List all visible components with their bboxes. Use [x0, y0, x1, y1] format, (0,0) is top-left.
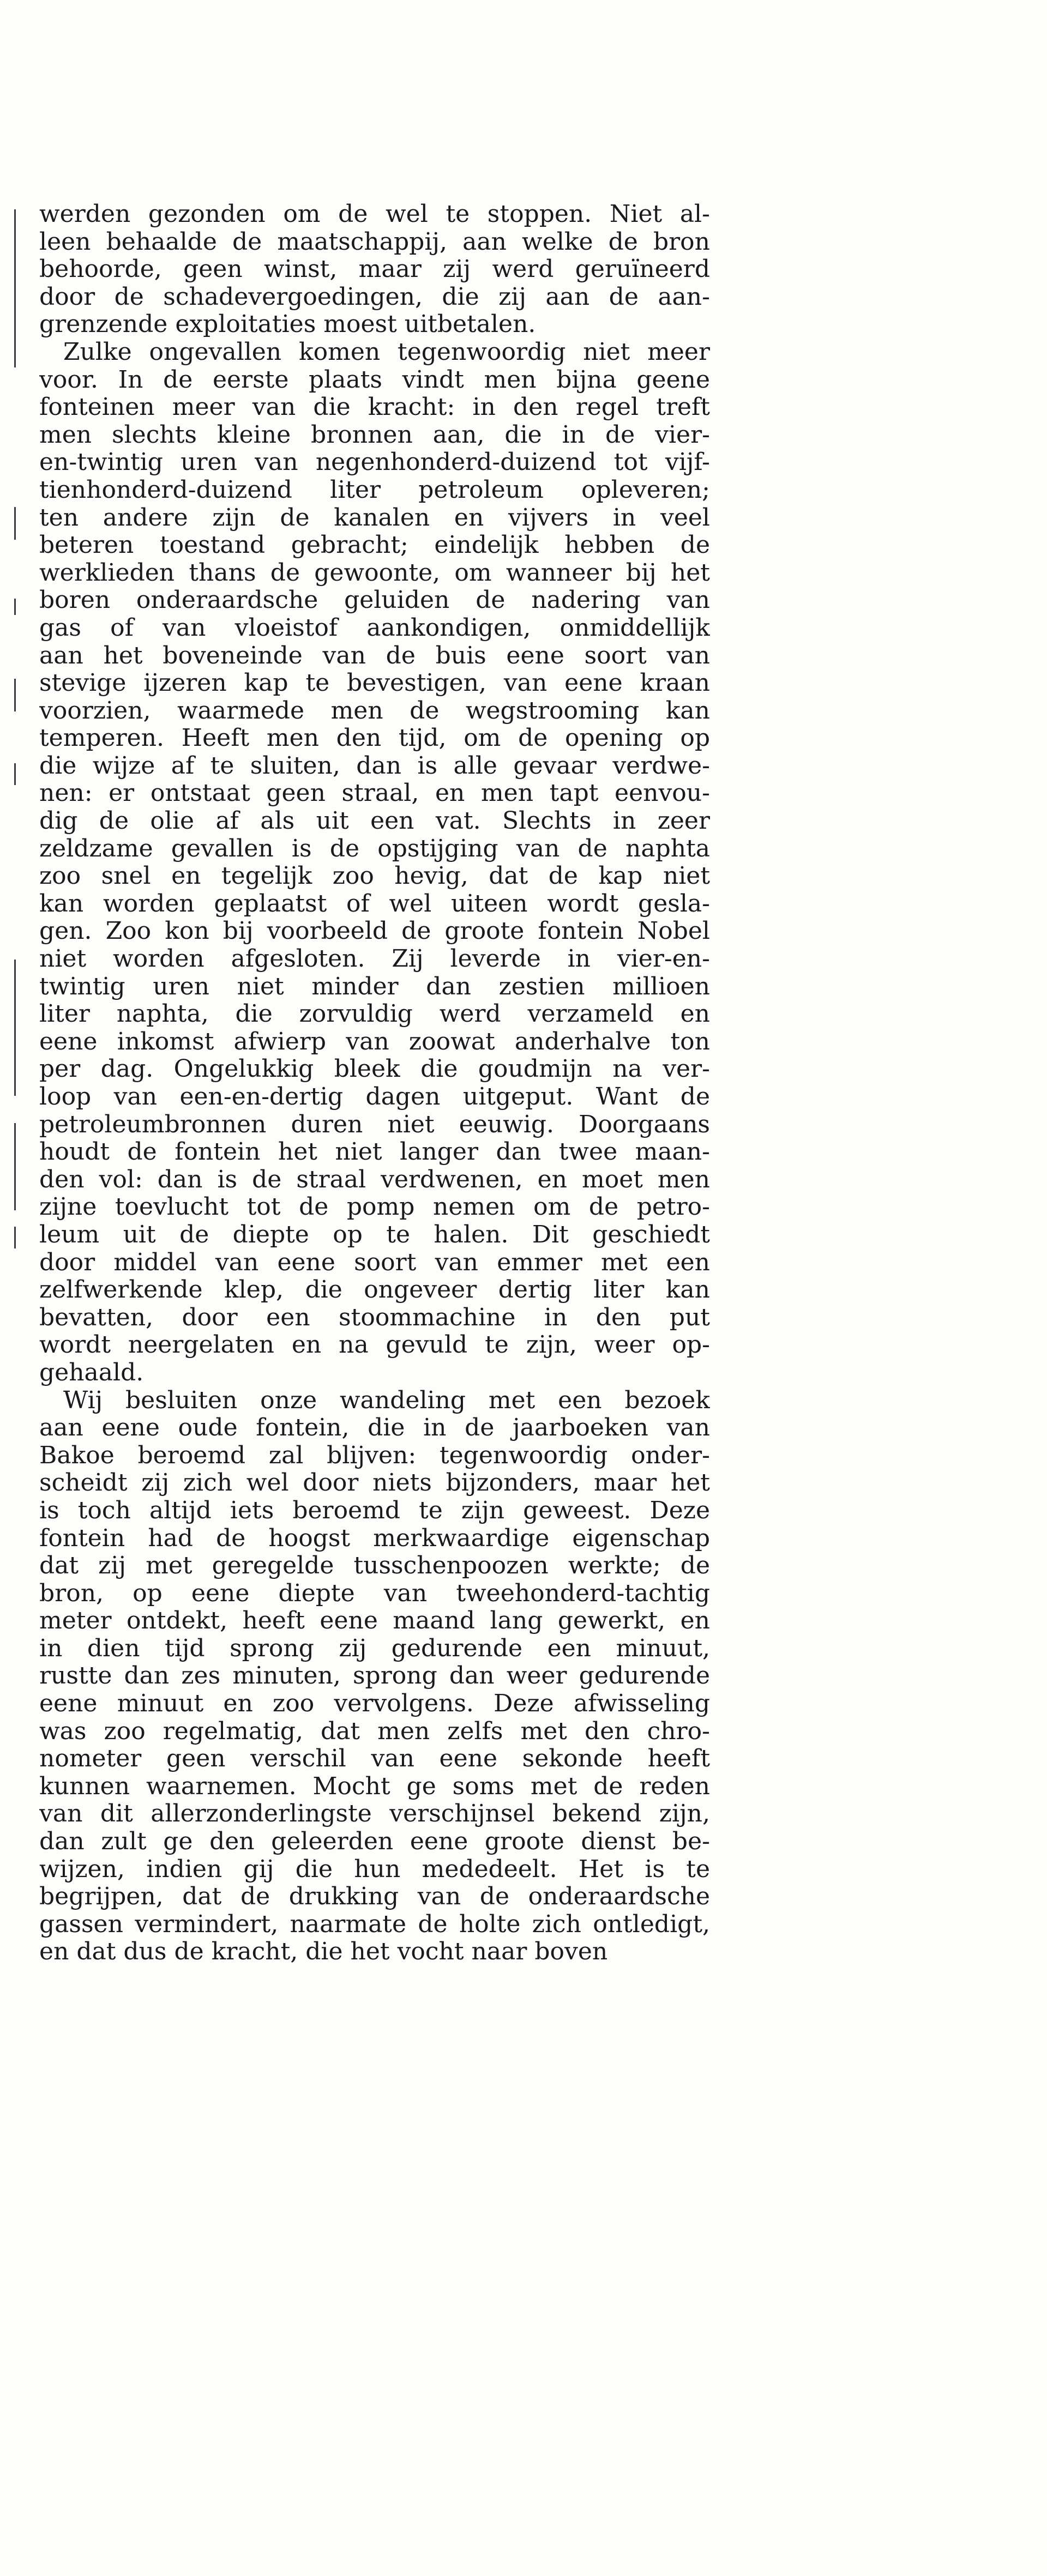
text-line: gen. Zoo kon bij voorbeeld de groote fontein Nobel	[39, 918, 710, 945]
margin-mark	[14, 763, 16, 785]
text-line: voorzien, waarmede men de wegstrooming kan	[39, 697, 710, 725]
text-line: behoorde, geen winst, maar zij werd geruïneerd	[39, 256, 710, 283]
text-line: gassen vermindert, naarmate de holte zich ontledigt,	[39, 1910, 710, 1938]
text-line: nen: er ontstaat geen straal, en men tapt eenvou-	[39, 780, 710, 807]
text-line: begrijpen, dat de drukking van de onderaardsche	[39, 1883, 710, 1911]
text-line: beteren toestand gebracht; eindelijk hebben de	[39, 532, 710, 559]
text-line: werklieden thans de gewoonte, om wanneer bij het	[39, 559, 710, 587]
text-line: ten andere zijn de kanalen en vijvers in veel	[39, 504, 710, 532]
text-line: scheidt zij zich wel door niets bijzonders, maar het	[39, 1469, 710, 1497]
text-line: petroleumbronnen duren niet eeuwig. Doorgaans	[39, 1111, 710, 1138]
text-line: men slechts kleine bronnen aan, die in de vier-	[39, 421, 710, 449]
text-line: Wij besluiten onze wandeling met een bezoek	[63, 1386, 710, 1414]
text-line: is toch altijd iets beroemd te zijn geweest. Deze	[39, 1497, 710, 1524]
margin-mark	[14, 1227, 16, 1248]
text-line: houdt de fontein het niet langer dan twee maan-	[39, 1138, 710, 1166]
text-line: was zoo regelmatig, dat men zelfs met den chro-	[39, 1717, 710, 1745]
text-line: liter naphta, die zorvuldig werd verzameld en	[39, 1000, 710, 1028]
paragraph	[39, 339, 710, 1387]
text-line: eene minuut en zoo vervolgens. Deze afwisseling	[39, 1690, 710, 1718]
margin-mark	[14, 960, 16, 1096]
text-line: kan worden geplaatst of wel uiteen wordt gesla-	[39, 890, 710, 918]
text-line: gehaald.	[39, 1359, 144, 1386]
paragraph	[39, 1387, 710, 1966]
text-line: meter ontdekt, heeft eene maand lang gewerkt, en	[39, 1607, 710, 1635]
paragraph	[39, 201, 710, 339]
text-line: per dag. Ongelukkig bleek die goudmijn na ver-	[39, 1055, 710, 1083]
margin-mark	[14, 507, 16, 540]
text-line: grenzende exploitaties moest uitbetalen.	[39, 311, 536, 339]
text-line: loop van een-en-dertig dagen uitgeput. Want de	[39, 1083, 710, 1111]
text-line: aan het boveneinde van de buis eene soort van	[39, 642, 710, 669]
text-line: voor. In de eerste plaats vindt men bijna geene	[39, 366, 710, 394]
text-line: in dien tijd sprong zij gedurende een minuut,	[39, 1634, 710, 1662]
text-line: fonteinen meer van die kracht: in den regel treft	[39, 394, 710, 421]
text-line: bevatten, door een stoommachine in den put	[39, 1304, 710, 1331]
text-line: werden gezonden om de wel te stoppen. Niet al-	[39, 201, 710, 228]
text-line: niet worden afgesloten. Zij leverde in vier-en-	[39, 945, 710, 973]
text-line: dig de olie af als uit een vat. Slechts in zeer	[39, 807, 710, 835]
text-line: temperen. Heeft men den tijd, om de opening op	[39, 725, 710, 752]
margin-mark	[14, 599, 16, 615]
margin-mark	[14, 209, 16, 367]
text-line: zoo snel en tegelijk zoo hevig, dat de kap niet	[39, 862, 710, 890]
text-line: leum uit de diepte op te halen. Dit geschiedt	[39, 1221, 710, 1248]
text-line: gas of van vloeistof aankondigen, onmiddellijk	[39, 614, 710, 642]
margin-mark	[14, 1123, 16, 1210]
text-line: boren onderaardsche geluiden de nadering van	[39, 587, 710, 614]
text-line: eene inkomst afwierp van zoowat anderhalve ton	[39, 1028, 710, 1055]
text-line: zelfwerkende klep, die ongeveer dertig liter kan	[39, 1276, 710, 1304]
text-line: van dit allerzonderlingste verschijnsel bekend zijn,	[39, 1800, 710, 1828]
text-line: Zulke ongevallen komen tegenwoordig niet meer	[63, 338, 710, 366]
text-line: rustte dan zes minuten, sprong dan weer gedurende	[39, 1662, 710, 1690]
text-line: nometer geen verschil van eene sekonde heeft	[39, 1745, 710, 1773]
text-line: door middel van eene soort van emmer met een	[39, 1248, 710, 1276]
margin-mark	[14, 679, 16, 711]
text-line: fontein had de hoogst merkwaardige eigenschap	[39, 1524, 710, 1552]
text-line: stevige ijzeren kap te bevestigen, van eene kraan	[39, 669, 710, 697]
body-text	[39, 201, 710, 1966]
text-line: leen behaalde de maatschappij, aan welke de bron	[39, 228, 710, 256]
text-line: en dat dus de kracht, die het vocht naar boven	[39, 1938, 608, 1966]
text-line: bron, op eene diepte van tweehonderd-tachtig	[39, 1579, 710, 1607]
text-line: kunnen waarnemen. Mocht ge soms met de reden	[39, 1772, 710, 1800]
text-line: zeldzame gevallen is de opstijging van de naphta	[39, 835, 710, 862]
text-line: die wijze af te sluiten, dan is alle gevaar verdwe-	[39, 752, 710, 780]
text-line: zijne toevlucht tot de pomp nemen om de petro-	[39, 1193, 710, 1221]
text-line: den vol: dan is de straal verdwenen, en moet men	[39, 1166, 710, 1193]
text-line: wordt neergelaten en na gevuld te zijn, weer op-	[39, 1331, 710, 1359]
text-line: tienhonderd-duizend liter petroleum opleveren;	[39, 476, 710, 504]
text-line: door de schadevergoedingen, die zij aan de aan-	[39, 283, 710, 311]
text-line: Bakoe beroemd zal blijven: tegenwoordig onder-	[39, 1441, 710, 1469]
text-line: dan zult ge den geleerden eene groote dienst be-	[39, 1828, 710, 1856]
text-line: dat zij met geregelde tusschenpoozen werkte; de	[39, 1552, 710, 1580]
text-line: aan eene oude fontein, die in de jaarboeken van	[39, 1414, 710, 1442]
text-line: twintig uren niet minder dan zestien millioen	[39, 973, 710, 1000]
text-line: wijzen, indien gij die hun mededeelt. Het is te	[39, 1855, 710, 1883]
text-line: en-twintig uren van negenhonderd-duizend tot vijf-	[39, 449, 710, 476]
